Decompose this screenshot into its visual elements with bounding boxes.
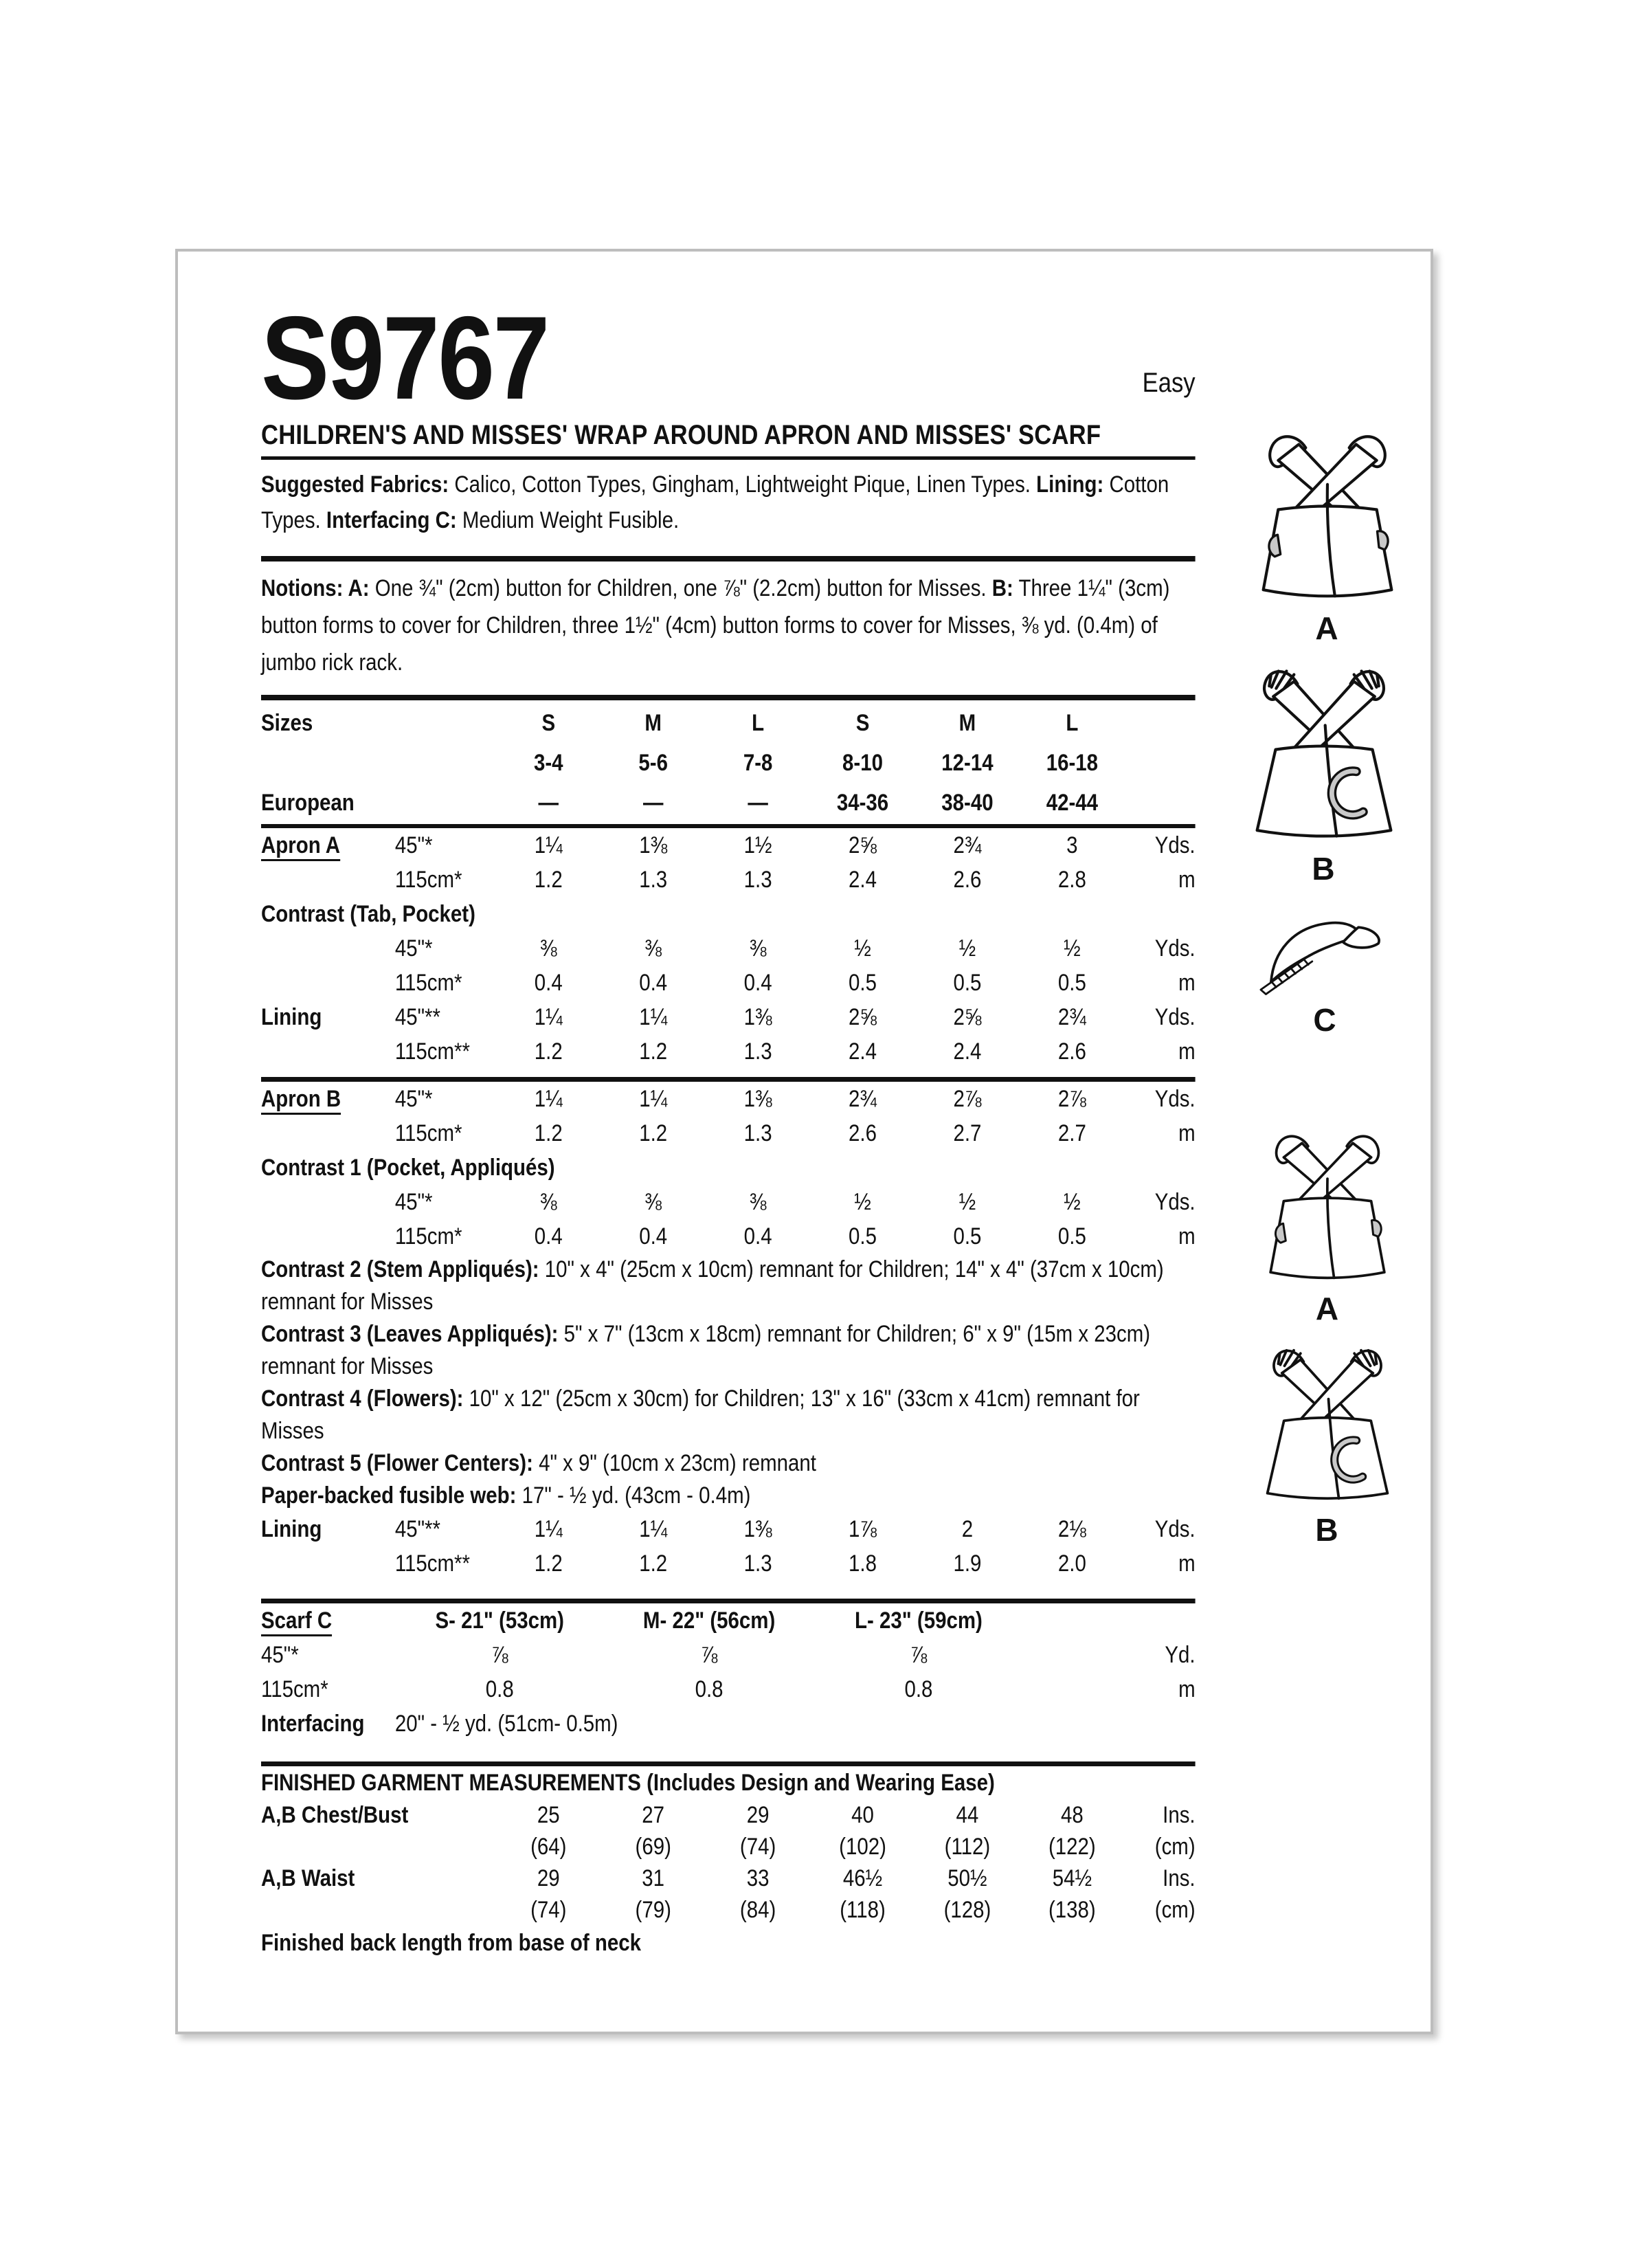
scarf-c-illustration xyxy=(1248,910,1402,1000)
size-letter: L xyxy=(752,710,765,736)
unit-label: Yds. xyxy=(1154,1004,1196,1030)
notions-text-b: Three 1¼" (3cm) button forms to cover for Children, three 1½" (4cm) button forms to cover for Misses, ⅜ yd. (0.4m) of jumbo rick rack. xyxy=(261,575,1170,676)
illustration-label: B xyxy=(1312,851,1336,887)
yardage-cell: 2.0 xyxy=(1057,1550,1086,1577)
apron-b-front-figure xyxy=(1233,658,1415,886)
divider xyxy=(261,1761,1196,1766)
yardage-cell: ⅜ xyxy=(644,1189,662,1215)
yardage-cell: 0.4 xyxy=(639,970,668,996)
yardage-cell: 0.5 xyxy=(849,1223,877,1249)
measurement-cell: (74) xyxy=(739,1834,776,1860)
yardage-cell: 1.3 xyxy=(743,1038,772,1065)
european-size: 38-40 xyxy=(941,790,994,816)
yardage-row-lining-b-115 xyxy=(261,1546,1196,1581)
yardage-cell: 0.4 xyxy=(534,970,563,996)
unit-label: m xyxy=(1178,867,1196,893)
apron-b-back-illustration xyxy=(1250,1339,1405,1510)
measurement-cell: 44 xyxy=(956,1802,979,1828)
difficulty-badge: Easy xyxy=(1142,368,1196,398)
pattern-envelope-back-page xyxy=(175,249,1433,2034)
illustration-label: A xyxy=(1315,1291,1340,1326)
apron-a-back-illustration xyxy=(1251,1126,1404,1289)
size-letter: M xyxy=(644,710,662,736)
measurement-label: A,B Chest/Bust xyxy=(261,1802,409,1828)
suggested-fabrics-paragraph xyxy=(261,467,1196,538)
size-letter: M xyxy=(958,710,976,736)
yardage-cell: ½ xyxy=(1064,935,1081,961)
contrast-4-note xyxy=(261,1383,1196,1447)
size-range: 7-8 xyxy=(743,750,773,776)
unit-label: m xyxy=(1178,970,1196,996)
fabric-width: 115cm** xyxy=(394,1038,470,1065)
fabric-width: 115cm** xyxy=(394,1550,470,1577)
apron-a-back-figure xyxy=(1248,1126,1406,1326)
yardage-cell: ⅜ xyxy=(749,935,767,961)
yardage-cell: 1.3 xyxy=(743,1550,772,1577)
european-label: European xyxy=(261,790,355,816)
yardage-cell: 1¼ xyxy=(639,1086,668,1112)
scarf-c-figure xyxy=(1244,910,1406,1037)
yardage-cell: 1½ xyxy=(743,832,772,858)
yardage-row-apron-a-115 xyxy=(261,863,1196,897)
fabric-width: 115cm* xyxy=(394,867,462,893)
yardage-cell: 1.9 xyxy=(953,1550,982,1577)
measurement-cell: (102) xyxy=(839,1834,886,1860)
yardage-cell: 0.8 xyxy=(485,1676,514,1702)
title-row xyxy=(261,292,1196,424)
yardage-cell: 0.5 xyxy=(849,970,877,996)
yardage-row-apron-b-45 xyxy=(261,1082,1196,1116)
measurement-cell: (64) xyxy=(530,1834,567,1860)
unit-label: Yds. xyxy=(1154,1189,1196,1215)
notions-text-a: One ¾" (2cm) button for Children, one ⅞" (2.2cm) button for Misses. xyxy=(369,575,992,601)
illustration-label: C xyxy=(1313,1002,1337,1038)
yardage-cell: 2.6 xyxy=(1057,1038,1086,1065)
scarf-size-l: L- 23" (59cm) xyxy=(855,1608,983,1634)
yardage-cell: 1.8 xyxy=(849,1550,877,1577)
yardage-cell: 0.5 xyxy=(953,1223,982,1249)
unit-label: m xyxy=(1178,1676,1196,1702)
interfacing-amount: 20" - ½ yd. (51cm- 0.5m) xyxy=(394,1711,618,1737)
yardage-cell: 2.7 xyxy=(953,1120,982,1146)
yardage-cell: 1¼ xyxy=(534,1516,563,1542)
yardage-cell: 2¾ xyxy=(849,1086,877,1112)
illustration-label: A xyxy=(1315,610,1339,646)
back-length-note: Finished back length from base of neck xyxy=(261,1930,642,1956)
size-header-block xyxy=(261,700,1196,823)
yardage-row-contrast1-115 xyxy=(261,1219,1196,1254)
measurement-cell: 48 xyxy=(1060,1802,1084,1828)
unit-label: Yds. xyxy=(1154,1086,1196,1112)
yardage-row-contrast-115 xyxy=(261,966,1196,1000)
yardage-cell: 1.2 xyxy=(534,1550,563,1577)
fabric-width: 45"* xyxy=(261,1642,299,1668)
yardage-cell: ⅜ xyxy=(539,935,557,961)
yardage-cell: 3 xyxy=(1066,832,1078,858)
yardage-cell: 2⅞ xyxy=(953,1086,982,1112)
yardage-row-lining-b-45 xyxy=(261,1512,1196,1546)
unit-label: m xyxy=(1178,1550,1196,1577)
unit-label: Ins. xyxy=(1163,1802,1196,1828)
size-letter: L xyxy=(1066,710,1079,736)
apron-a-front-illustration xyxy=(1242,425,1413,608)
yardage-cell: 0.4 xyxy=(639,1223,668,1249)
notions-paragraph xyxy=(261,570,1196,681)
yardage-cell: 2⅛ xyxy=(1057,1516,1086,1542)
measurement-cell: 25 xyxy=(537,1802,560,1828)
fabric-width: 45"* xyxy=(394,1189,433,1215)
yardage-cell: 0.4 xyxy=(534,1223,563,1249)
main-text-column xyxy=(261,292,1196,1960)
scarf-row-45 xyxy=(261,1638,1196,1672)
measurement-cell: (118) xyxy=(840,1897,886,1923)
yardage-cell: 1⅞ xyxy=(849,1516,877,1542)
yardage-cell: ½ xyxy=(1064,1189,1081,1215)
yardage-cell: 2.4 xyxy=(849,1038,877,1065)
measurement-cell: (112) xyxy=(944,1834,991,1860)
yardage-cell: 1⅜ xyxy=(743,1516,772,1542)
yardage-cell: 2.4 xyxy=(953,1038,982,1065)
yardage-cell: 2.4 xyxy=(849,867,877,893)
fabric-width: 115cm* xyxy=(394,970,462,996)
unit-label: (cm) xyxy=(1154,1834,1196,1860)
unit-label: Yds. xyxy=(1154,1516,1196,1542)
yardage-cell: 2⅝ xyxy=(849,1004,877,1030)
yardage-cell: 1.3 xyxy=(743,1120,772,1146)
measurement-cell: (122) xyxy=(1048,1834,1096,1860)
interfacing-row xyxy=(261,1706,1196,1741)
yardage-cell: 2⅝ xyxy=(953,1004,982,1030)
size-range: 12-14 xyxy=(941,750,994,776)
yardage-cell: 1.3 xyxy=(743,867,772,893)
notions-b-lead: B: xyxy=(991,575,1013,601)
divider xyxy=(261,456,1196,460)
unit-label: m xyxy=(1178,1038,1196,1065)
size-range: 3-4 xyxy=(533,750,563,776)
yardage-cell: 2⅞ xyxy=(1057,1086,1086,1112)
chest-bust-cm-row xyxy=(261,1831,1196,1863)
note-lead: Contrast 2 (Stem Appliqués): xyxy=(261,1256,539,1282)
size-range: 5-6 xyxy=(638,750,668,776)
european-size: — xyxy=(538,790,559,816)
measurement-cell: (138) xyxy=(1048,1897,1096,1923)
size-letter: S xyxy=(855,710,870,736)
yardage-row-lining-a-45 xyxy=(261,1000,1196,1034)
yardage-cell: 0.5 xyxy=(1057,1223,1086,1249)
finished-measurements-heading: FINISHED GARMENT MEASUREMENTS (Includes Design and Wearing Ease) xyxy=(261,1770,995,1796)
yardage-row-apron-b-115 xyxy=(261,1116,1196,1150)
yardage-cell: 1¼ xyxy=(534,1086,563,1112)
divider xyxy=(261,1599,1196,1603)
yardage-cell: ½ xyxy=(854,935,871,961)
yardage-cell: 2.6 xyxy=(849,1120,877,1146)
fabric-width: 115cm* xyxy=(394,1223,462,1249)
scarf-size-s: S- 21" (53cm) xyxy=(435,1608,564,1634)
yardage-cell: 0.4 xyxy=(743,970,772,996)
yardage-cell: ⅞ xyxy=(700,1642,718,1668)
scarf-row-115 xyxy=(261,1672,1196,1706)
measurement-cell: (69) xyxy=(635,1834,671,1860)
note-text: 17" - ½ yd. (43cm - 0.4m) xyxy=(516,1482,751,1509)
yardage-cell: 1⅜ xyxy=(743,1086,772,1112)
contrast-5-note xyxy=(261,1447,1196,1480)
measurement-cell: 31 xyxy=(642,1865,665,1891)
yardage-cell: 1.2 xyxy=(534,1120,563,1146)
measurement-cell: 29 xyxy=(746,1802,770,1828)
notions-lead: Notions: A: xyxy=(261,575,370,601)
fabric-width: 115cm* xyxy=(394,1120,462,1146)
yardage-cell: 2¾ xyxy=(1057,1004,1086,1030)
interfacing-text: Medium Weight Fusible. xyxy=(456,507,680,533)
yardage-row-lining-a-115 xyxy=(261,1034,1196,1069)
lining-label: Lining xyxy=(261,1516,322,1542)
unit-label: Ins. xyxy=(1163,1865,1196,1891)
scarf-header-row xyxy=(261,1603,1196,1638)
sizes-number-row xyxy=(261,743,1196,783)
divider xyxy=(261,556,1196,562)
apron-b-label: Apron B xyxy=(261,1087,341,1115)
yardage-cell: ⅜ xyxy=(749,1189,767,1215)
measurement-cell: 54½ xyxy=(1052,1865,1092,1891)
yardage-cell: ⅜ xyxy=(644,935,662,961)
measurement-cell: (84) xyxy=(739,1897,776,1923)
measurement-cell: (79) xyxy=(635,1897,671,1923)
contrast-1-label: Contrast 1 (Pocket, Appliqués) xyxy=(261,1155,555,1181)
note-text: 10" x 4" (25cm x 10cm) remnant for Children; 14" x 4" (37cm x 10cm) remnant for Misses xyxy=(261,1256,1164,1315)
yardage-cell: 2.7 xyxy=(1057,1120,1086,1146)
contrast-3-note xyxy=(261,1318,1196,1383)
unit-label: m xyxy=(1178,1120,1196,1146)
scarf-size-m: M- 22" (56cm) xyxy=(642,1608,776,1634)
yardage-cell: 2 xyxy=(961,1516,974,1542)
waist-row xyxy=(261,1863,1196,1894)
fabric-width: 45"* xyxy=(394,832,433,858)
measurement-label: A,B Waist xyxy=(261,1865,355,1891)
page-title: CHILDREN'S AND MISSES' WRAP AROUND APRON AND MISSES' SCARF xyxy=(261,420,1101,450)
measurement-cell: (74) xyxy=(530,1897,567,1923)
note-lead: Contrast 3 (Leaves Appliqués): xyxy=(261,1321,559,1347)
fabric-width: 45"** xyxy=(394,1516,440,1542)
yardage-cell: 2¾ xyxy=(953,832,982,858)
note-lead: Contrast 5 (Flower Centers): xyxy=(261,1450,533,1476)
measurement-cell: 33 xyxy=(746,1865,770,1891)
unit-label: Yds. xyxy=(1154,935,1196,961)
fabric-width: 115cm* xyxy=(261,1676,328,1702)
yardage-cell: ⅞ xyxy=(491,1642,508,1668)
unit-label: (cm) xyxy=(1154,1897,1196,1923)
unit-label: m xyxy=(1178,1223,1196,1249)
chest-bust-row xyxy=(261,1799,1196,1831)
illustration-label: B xyxy=(1315,1512,1339,1548)
table-top-rule xyxy=(261,695,1196,700)
yardage-cell: 1.2 xyxy=(534,867,563,893)
yardage-cell: 2.8 xyxy=(1057,867,1086,893)
sizes-label: Sizes xyxy=(261,710,313,736)
size-letter: S xyxy=(541,710,556,736)
yardage-row-contrast1-45 xyxy=(261,1185,1196,1219)
pattern-number: S9767 xyxy=(261,292,548,424)
yardage-cell: 0.8 xyxy=(695,1676,723,1702)
measurement-cell: 40 xyxy=(851,1802,874,1828)
yardage-cell: ½ xyxy=(958,1189,976,1215)
european-size: — xyxy=(642,790,664,816)
size-range: 16-18 xyxy=(1046,750,1099,776)
apron-a-label: Apron A xyxy=(261,833,340,861)
yardage-cell: 1.2 xyxy=(639,1120,668,1146)
yardage-row-apron-a-45 xyxy=(261,828,1196,863)
measurement-cell: 50½ xyxy=(947,1865,987,1891)
yardage-cell: ⅞ xyxy=(910,1642,928,1668)
lining-lead: Lining: xyxy=(1036,471,1104,498)
yardage-cell: 1.2 xyxy=(534,1038,563,1065)
divider xyxy=(261,1077,1196,1082)
fabrics-text: Calico, Cotton Types, Gingham, Lightweight Pique, Linen Types. xyxy=(449,471,1037,498)
yardage-cell: 1⅜ xyxy=(639,832,668,858)
european-size: 42-44 xyxy=(1046,790,1099,816)
apron-b-back-figure xyxy=(1246,1339,1408,1547)
lining-text: Cotton Types. xyxy=(261,471,1169,533)
note-text: 4" x 9" (10cm x 23cm) remnant xyxy=(532,1450,816,1476)
yardage-row-contrast-45 xyxy=(261,931,1196,966)
measurement-cell: 29 xyxy=(537,1865,560,1891)
yardage-cell: 1¼ xyxy=(534,832,563,858)
fabric-width: 45"* xyxy=(394,935,433,961)
yardage-cell: ½ xyxy=(854,1189,871,1215)
yardage-cell: 1¼ xyxy=(534,1004,563,1030)
yardage-cell: ⅜ xyxy=(539,1189,557,1215)
fabric-width: 45"* xyxy=(394,1086,433,1112)
apron-a-front-figure xyxy=(1236,425,1418,645)
sizes-letter-row xyxy=(261,703,1196,743)
yardage-cell: 0.5 xyxy=(953,970,982,996)
fusible-web-note xyxy=(261,1480,1196,1512)
waist-cm-row xyxy=(261,1894,1196,1926)
measurement-cell: 27 xyxy=(642,1802,665,1828)
measurement-cell: 46½ xyxy=(842,1865,883,1891)
european-size: — xyxy=(748,790,768,816)
size-range: 8-10 xyxy=(842,750,883,776)
european-size-row xyxy=(261,783,1196,823)
yardage-cell: 1.2 xyxy=(639,1038,668,1065)
fabrics-lead: Suggested Fabrics: xyxy=(261,471,449,498)
apron-b-front-illustration xyxy=(1237,658,1411,849)
scarf-c-label: Scarf C xyxy=(261,1608,332,1636)
note-text: 5" x 7" (13cm x 18cm) remnant for Children; 6" x 9" (15m x 23cm) remnant for Misses xyxy=(261,1321,1151,1379)
yardage-cell: 2⅝ xyxy=(849,832,877,858)
note-lead: Paper-backed fusible web: xyxy=(261,1482,517,1509)
unit-label: Yd. xyxy=(1165,1642,1196,1668)
measurement-cell: (128) xyxy=(943,1897,991,1923)
yardage-cell: ½ xyxy=(958,935,976,961)
yardage-cell: 1¼ xyxy=(639,1516,668,1542)
interfacing-lead: Interfacing C: xyxy=(326,507,457,533)
yardage-cell: 1.2 xyxy=(639,1550,668,1577)
note-text: 10" x 12" (25cm x 30cm) for Children; 13" x 16" (33cm x 41cm) remnant for Misses xyxy=(261,1386,1140,1444)
note-lead: Contrast 4 (Flowers): xyxy=(261,1386,464,1412)
lining-label: Lining xyxy=(261,1004,322,1030)
yardage-cell: 1.3 xyxy=(639,867,668,893)
european-size: 34-36 xyxy=(836,790,889,816)
yardage-cell: 1¼ xyxy=(639,1004,668,1030)
yardage-cell: 1⅜ xyxy=(743,1004,772,1030)
contrast-tab-pocket-label: Contrast (Tab, Pocket) xyxy=(261,901,475,927)
fabric-width: 45"** xyxy=(394,1004,440,1030)
interfacing-label: Interfacing xyxy=(261,1711,365,1737)
contrast-2-note xyxy=(261,1254,1196,1318)
yardage-cell: 2.6 xyxy=(953,867,982,893)
yardage-cell: 0.5 xyxy=(1057,970,1086,996)
yardage-cell: 0.4 xyxy=(743,1223,772,1249)
yardage-cell: 0.8 xyxy=(904,1676,933,1702)
unit-label: Yds. xyxy=(1154,832,1196,858)
